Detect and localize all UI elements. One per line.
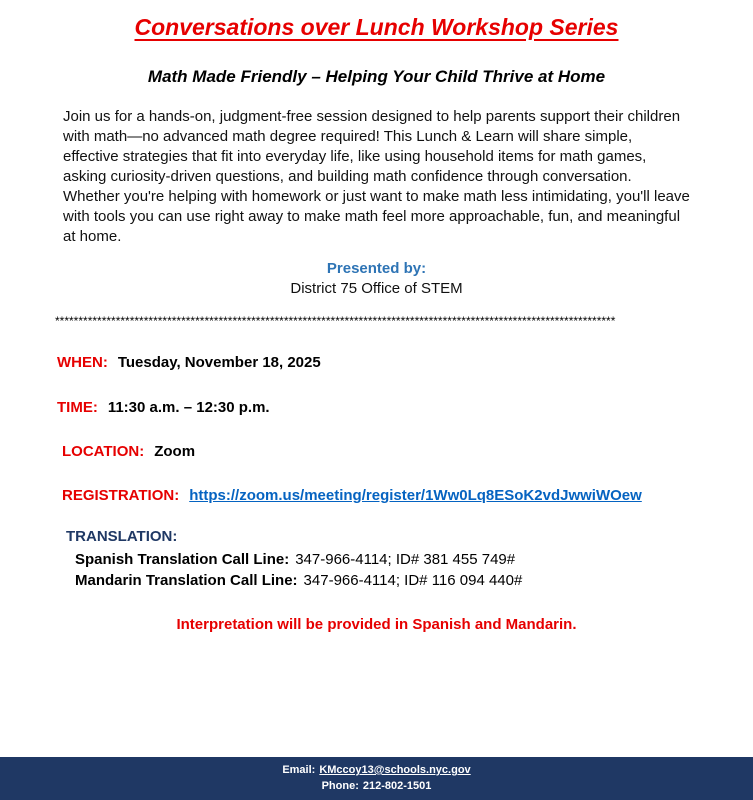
registration-link[interactable]: https://zoom.us/meeting/register/1Ww0Lq8ESoK2vdJwwiWOew (189, 487, 642, 504)
footer-email-link[interactable]: KMccoy13@schools.nyc.gov (319, 764, 471, 776)
footer-phone-label: Phone: (321, 780, 359, 792)
mandarin-call-line-row (57, 572, 753, 589)
footer-phone-line (0, 778, 753, 794)
translation-label: TRANSLATION: (66, 528, 178, 545)
when-value: Tuesday, November 18, 2025 (117, 354, 321, 371)
presented-by-label: Presented by: (326, 260, 427, 277)
interpretation-note: Interpretation will be provided in Spanish and Mandarin. (176, 616, 577, 633)
flyer-title: Conversations over Lunch Workshop Series (134, 14, 619, 40)
footer-phone-value: 212-802-1501 (362, 780, 432, 792)
location-label: LOCATION: (62, 443, 145, 460)
mandarin-call-line-value: 347-966-4114; ID# 116 094 440# (303, 572, 523, 589)
registration-row (57, 487, 753, 504)
time-label: TIME: (57, 399, 98, 416)
presented-by-block (0, 260, 753, 297)
flyer-subtitle: Math Made Friendly – Helping Your Child Thrive at Home (147, 67, 606, 86)
time-row (57, 399, 753, 416)
location-row (57, 443, 753, 460)
translation-row (57, 528, 753, 545)
when-label: WHEN: (57, 354, 108, 371)
spanish-call-line-row (57, 551, 753, 568)
mandarin-call-line-label: Mandarin Translation Call Line: (75, 572, 298, 589)
registration-label: REGISTRATION: (62, 487, 180, 504)
asterisk-divider: ************************************************************************************************************************ (55, 314, 616, 328)
spanish-call-line-label: Spanish Translation Call Line: (75, 551, 290, 568)
footer-email-line (0, 762, 753, 778)
event-details (57, 354, 753, 589)
presented-by-value: District 75 Office of STEM (290, 280, 463, 297)
description-paragraph: Join us for a hands-on, judgment-free session designed to help parents support their children with math—no advanced math degree required! This Lunch & Learn will share simple, effective strategies that fit into everyday life, like using household items for math games, asking curiosity-driven questions, and building math confidence through conversation. Whether you're helping with homework or just want to make math less intimidating, you'll leave with tools you can use right away to make math feel more approachable, fun, and meaningful at home. (63, 108, 690, 245)
time-value: 11:30 a.m. – 12:30 p.m. (107, 399, 270, 416)
footer-email-label: Email: (282, 764, 316, 776)
location-value: Zoom (154, 443, 196, 460)
when-row (57, 354, 753, 371)
footer-bar (0, 757, 753, 800)
spanish-call-line-value: 347-966-4114; ID# 381 455 749# (295, 551, 516, 568)
